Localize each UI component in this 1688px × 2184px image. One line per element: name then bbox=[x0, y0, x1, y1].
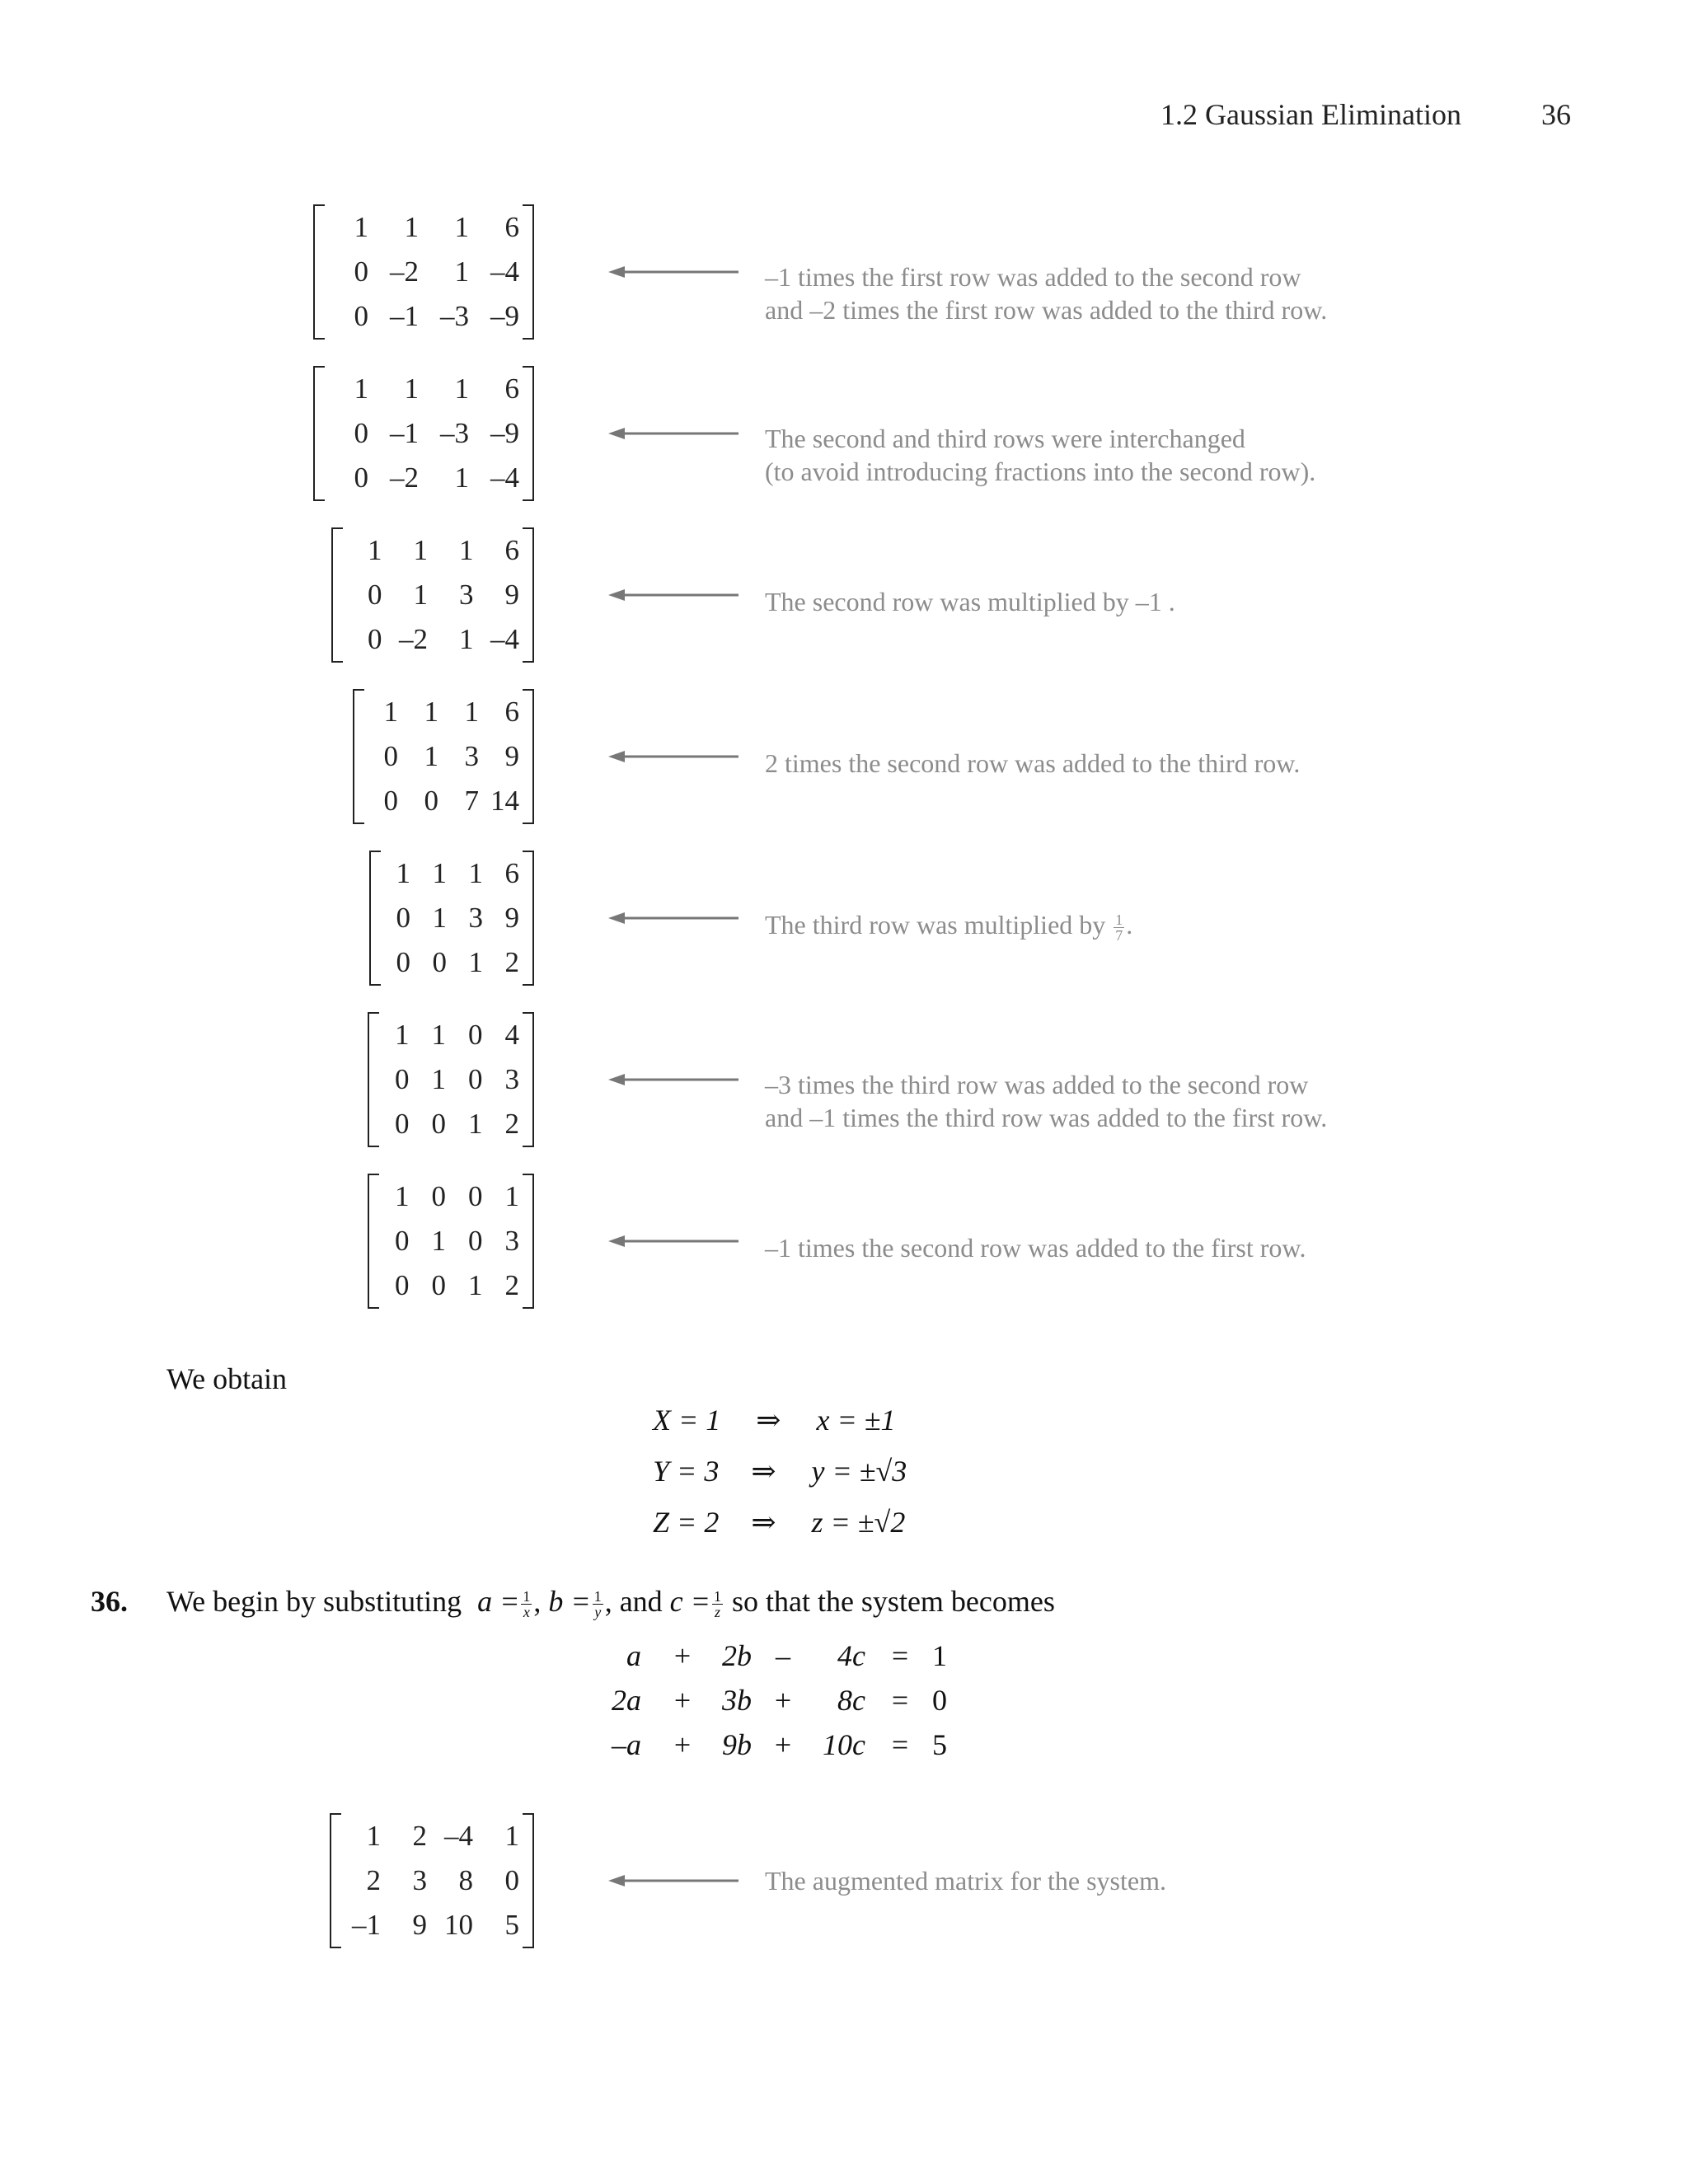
matrix-cell: –2 bbox=[390, 462, 419, 494]
step-matrix bbox=[313, 366, 534, 498]
matrix-cell: 1 bbox=[459, 623, 474, 655]
matrix-right-bracket bbox=[523, 851, 534, 986]
matrix-cell: 1 bbox=[354, 211, 368, 243]
step-note bbox=[765, 585, 1175, 618]
system-token: = bbox=[891, 1684, 909, 1717]
obtain-text: We obtain bbox=[166, 1362, 288, 1395]
matrix-cell: 7 bbox=[464, 785, 479, 817]
matrix-right-bracket bbox=[523, 366, 534, 501]
system-token: 9b bbox=[722, 1728, 752, 1761]
step-matrix bbox=[368, 1174, 534, 1305]
system-token: – bbox=[776, 1639, 790, 1672]
matrix-cell: 9 bbox=[504, 902, 519, 934]
matrix-right-bracket bbox=[523, 689, 534, 824]
left-arrow-icon bbox=[608, 264, 740, 280]
matrix-cell: 6 bbox=[504, 696, 519, 728]
augmented-note: The augmented matrix for the system. bbox=[765, 1866, 1166, 1896]
left-arrow-icon bbox=[608, 1071, 740, 1088]
system-token: 1 bbox=[932, 1639, 947, 1672]
and-text: and bbox=[619, 1585, 663, 1618]
left-arrow-icon bbox=[608, 425, 740, 442]
matrix-cell: 6 bbox=[504, 534, 519, 566]
matrix-right-bracket bbox=[523, 204, 534, 340]
system-token: 0 bbox=[932, 1684, 947, 1717]
matrix-cell: 1 bbox=[459, 534, 474, 566]
matrix-cell: 0 bbox=[383, 785, 398, 817]
system-token: 10c bbox=[823, 1728, 865, 1761]
system-token: + bbox=[673, 1728, 692, 1761]
result-row bbox=[653, 1403, 896, 1437]
matrix-cell: –1 bbox=[390, 417, 419, 449]
matrix-cell: 0 bbox=[383, 740, 398, 772]
matrix-cell: 1 bbox=[413, 579, 428, 611]
left-arrow-icon bbox=[608, 910, 740, 926]
matrix-cell: –1 bbox=[390, 300, 419, 332]
result-lhs: X = 1 bbox=[653, 1404, 721, 1436]
page-number: 36 bbox=[1541, 98, 1571, 131]
step-note-line: (to avoid introducing fractions into the second row). bbox=[765, 457, 1316, 486]
matrix-cell: –9 bbox=[490, 417, 519, 449]
matrix-cell: 6 bbox=[504, 857, 519, 889]
matrix-cell: 1 bbox=[396, 857, 410, 889]
result-lhs: Z = 2 bbox=[653, 1506, 720, 1539]
system-token: + bbox=[774, 1684, 792, 1717]
system-token: 8c bbox=[837, 1684, 865, 1717]
augmented-matrix bbox=[330, 1813, 534, 1945]
step-note-line: The third row was multiplied by $\frac{1}{7}$ . bbox=[765, 910, 1133, 944]
implies-arrow: ⇒ bbox=[756, 1404, 781, 1436]
matrix-cell: 1 bbox=[413, 534, 428, 566]
matrix-cell: –4 bbox=[490, 623, 519, 655]
step-note-line: –1 times the second row was added to the first row. bbox=[765, 1233, 1306, 1263]
matrix-cell: 0 bbox=[368, 623, 382, 655]
matrix-cell: 1 bbox=[468, 1108, 483, 1140]
matrix-cell: 0 bbox=[504, 1864, 519, 1896]
implies-arrow: ⇒ bbox=[751, 1506, 776, 1539]
matrix-cell: 9 bbox=[504, 740, 519, 772]
matrix-cell: 1 bbox=[454, 211, 469, 243]
system-token: –a bbox=[612, 1728, 641, 1761]
result-row bbox=[653, 1505, 905, 1540]
step-note bbox=[765, 422, 1315, 488]
matrix-cell: 1 bbox=[432, 857, 447, 889]
matrix-cell: 0 bbox=[354, 462, 368, 494]
system-token: = bbox=[891, 1728, 909, 1761]
left-arrow-icon bbox=[608, 1233, 740, 1249]
matrix-cell: 0 bbox=[395, 1108, 410, 1140]
matrix-cell: 6 bbox=[504, 211, 519, 243]
matrix-cell: 1 bbox=[464, 696, 479, 728]
matrix-cell: 4 bbox=[504, 1019, 519, 1051]
step-note-line: and –2 times the first row was added to the third row. bbox=[765, 295, 1328, 325]
matrix-cell: 1 bbox=[454, 373, 469, 405]
step-note-line: and –1 times the third row was added to the first row. bbox=[765, 1103, 1328, 1132]
matrix-cell: 9 bbox=[504, 579, 519, 611]
step-matrix bbox=[368, 1012, 534, 1144]
matrix-cell: 1 bbox=[432, 902, 447, 934]
step-note-line: –1 times the first row was added to the second row bbox=[765, 262, 1301, 292]
matrix-cell: 0 bbox=[395, 1225, 410, 1257]
matrix-cell: 1 bbox=[366, 1820, 381, 1852]
system-token: 2a bbox=[612, 1684, 641, 1717]
step-note-line: The second row was multiplied by –1 . bbox=[765, 587, 1175, 616]
matrix-cell: 3 bbox=[504, 1225, 519, 1257]
matrix-cell: 1 bbox=[383, 696, 398, 728]
system-token: 2b bbox=[722, 1639, 752, 1672]
matrix-cell: 1 bbox=[395, 1180, 410, 1212]
system-token: 3b bbox=[722, 1684, 752, 1717]
running-header-title: 1.2 Gaussian Elimination bbox=[1160, 98, 1461, 131]
implies-arrow: ⇒ bbox=[751, 1455, 776, 1488]
step-matrix bbox=[353, 689, 534, 821]
step-note-line: –3 times the third row was added to the second row bbox=[765, 1070, 1309, 1099]
sub-a-label: a = bbox=[477, 1585, 520, 1618]
matrix-cell: –4 bbox=[444, 1820, 473, 1852]
matrix-cell: –2 bbox=[390, 255, 419, 288]
matrix-cell: 1 bbox=[504, 1180, 519, 1212]
matrix-cell: 0 bbox=[354, 300, 368, 332]
matrix-cell: 2 bbox=[366, 1864, 381, 1896]
system-token: + bbox=[673, 1684, 692, 1717]
matrix-cell: 1 bbox=[395, 1019, 410, 1051]
matrix-cell: 1 bbox=[368, 534, 382, 566]
step-note bbox=[765, 1068, 1327, 1134]
result-rhs: y = ±√3 bbox=[811, 1455, 907, 1488]
step-note bbox=[765, 1231, 1306, 1264]
step-note bbox=[765, 260, 1327, 326]
matrix-right-bracket bbox=[523, 1813, 534, 1948]
matrix-cell: 1 bbox=[431, 1063, 446, 1095]
matrix-cell: 14 bbox=[490, 785, 519, 817]
system-token: 5 bbox=[932, 1728, 947, 1761]
matrix-cell: –3 bbox=[440, 300, 469, 332]
matrix-cell: 2 bbox=[412, 1820, 427, 1852]
result-rhs: z = ±√2 bbox=[811, 1506, 906, 1539]
matrix-cell: 1 bbox=[454, 462, 469, 494]
fraction-a: $\frac{1}{x}$ bbox=[523, 1588, 531, 1621]
step-matrix bbox=[369, 851, 534, 982]
step-note-line: The second and third rows were interchanged bbox=[765, 424, 1245, 453]
problem-statement: We begin by substituting a = $\frac{1}{x}$ , b = $\frac{1}{y}$ , and c = $\frac{1}{z}$ so that the system becomes bbox=[166, 1585, 1055, 1621]
matrix-right-bracket bbox=[523, 1174, 534, 1309]
matrix-cell: –4 bbox=[490, 255, 519, 288]
matrix-cell: 10 bbox=[444, 1909, 473, 1941]
matrix-cell: 1 bbox=[354, 373, 368, 405]
matrix-cell: 0 bbox=[354, 255, 368, 288]
matrix-cell: 3 bbox=[504, 1063, 519, 1095]
problem-text-end: so that the system becomes bbox=[731, 1585, 1055, 1618]
matrix-right-bracket bbox=[523, 527, 534, 663]
matrix-cell: 1 bbox=[504, 1820, 519, 1852]
sub-c-label: c = bbox=[669, 1585, 710, 1618]
matrix-cell: 6 bbox=[504, 373, 519, 405]
matrix-cell: 0 bbox=[395, 1269, 410, 1301]
matrix-cell: –2 bbox=[399, 623, 428, 655]
system-token: 4c bbox=[837, 1639, 865, 1672]
matrix-cell: 0 bbox=[468, 1180, 483, 1212]
matrix-cell: 3 bbox=[412, 1864, 427, 1896]
step-matrix bbox=[313, 204, 534, 336]
matrix-cell: 0 bbox=[432, 946, 447, 978]
matrix-cell: –1 bbox=[352, 1909, 381, 1941]
note-fraction: $\frac{1}{7}$ bbox=[1115, 912, 1123, 944]
matrix-cell: 0 bbox=[431, 1269, 446, 1301]
sub-b-label: b = bbox=[548, 1585, 591, 1618]
matrix-cell: 1 bbox=[404, 373, 419, 405]
matrix-cell: 3 bbox=[459, 579, 474, 611]
matrix-cell: –9 bbox=[490, 300, 519, 332]
matrix-cell: 0 bbox=[431, 1180, 446, 1212]
matrix-cell: 0 bbox=[431, 1108, 446, 1140]
matrix-cell: 3 bbox=[468, 902, 483, 934]
result-row bbox=[653, 1454, 907, 1488]
step-note bbox=[765, 908, 1132, 943]
matrix-cell: 2 bbox=[504, 946, 519, 978]
matrix-cell: 0 bbox=[368, 579, 382, 611]
matrix-cell: 8 bbox=[458, 1864, 473, 1896]
matrix-cell: 0 bbox=[468, 1063, 483, 1095]
system-token: + bbox=[774, 1728, 792, 1761]
left-arrow-icon bbox=[608, 587, 740, 603]
matrix-cell: 1 bbox=[431, 1019, 446, 1051]
problem-text-start: We begin by substituting bbox=[166, 1585, 462, 1618]
matrix-cell: 0 bbox=[396, 946, 410, 978]
system-token: a bbox=[626, 1639, 641, 1672]
fraction-c: $\frac{1}{z}$ bbox=[713, 1588, 721, 1621]
matrix-right-bracket bbox=[523, 1012, 534, 1147]
result-rhs: x = ±1 bbox=[816, 1404, 896, 1436]
fraction-b: $\frac{1}{y}$ bbox=[593, 1588, 602, 1621]
result-lhs: Y = 3 bbox=[653, 1455, 720, 1488]
system-token: = bbox=[891, 1639, 909, 1672]
system-token: + bbox=[673, 1639, 692, 1672]
matrix-cell: 1 bbox=[454, 255, 469, 288]
step-note bbox=[765, 747, 1300, 780]
left-arrow-icon bbox=[608, 748, 740, 765]
matrix-cell: 1 bbox=[468, 946, 483, 978]
matrix-cell: 0 bbox=[354, 417, 368, 449]
matrix-cell: 1 bbox=[424, 696, 438, 728]
matrix-cell: 1 bbox=[431, 1225, 446, 1257]
matrix-cell: 0 bbox=[468, 1225, 483, 1257]
problem-number: 36. bbox=[91, 1585, 128, 1618]
matrix-cell: 0 bbox=[395, 1063, 410, 1095]
matrix-cell: 9 bbox=[412, 1909, 427, 1941]
matrix-cell: 1 bbox=[468, 1269, 483, 1301]
matrix-cell: 2 bbox=[504, 1108, 519, 1140]
matrix-cell: 1 bbox=[424, 740, 438, 772]
matrix-cell: 0 bbox=[424, 785, 438, 817]
matrix-cell: 0 bbox=[468, 1019, 483, 1051]
matrix-cell: 1 bbox=[468, 857, 483, 889]
left-arrow-icon bbox=[608, 1872, 740, 1889]
matrix-cell: 5 bbox=[504, 1909, 519, 1941]
matrix-cell: 1 bbox=[404, 211, 419, 243]
matrix-cell: 3 bbox=[464, 740, 479, 772]
matrix-cell: 0 bbox=[396, 902, 410, 934]
step-note-line: 2 times the second row was added to the third row. bbox=[765, 748, 1301, 778]
step-matrix bbox=[331, 527, 534, 659]
matrix-cell: –4 bbox=[490, 462, 519, 494]
matrix-cell: 2 bbox=[504, 1269, 519, 1301]
matrix-cell: –3 bbox=[440, 417, 469, 449]
